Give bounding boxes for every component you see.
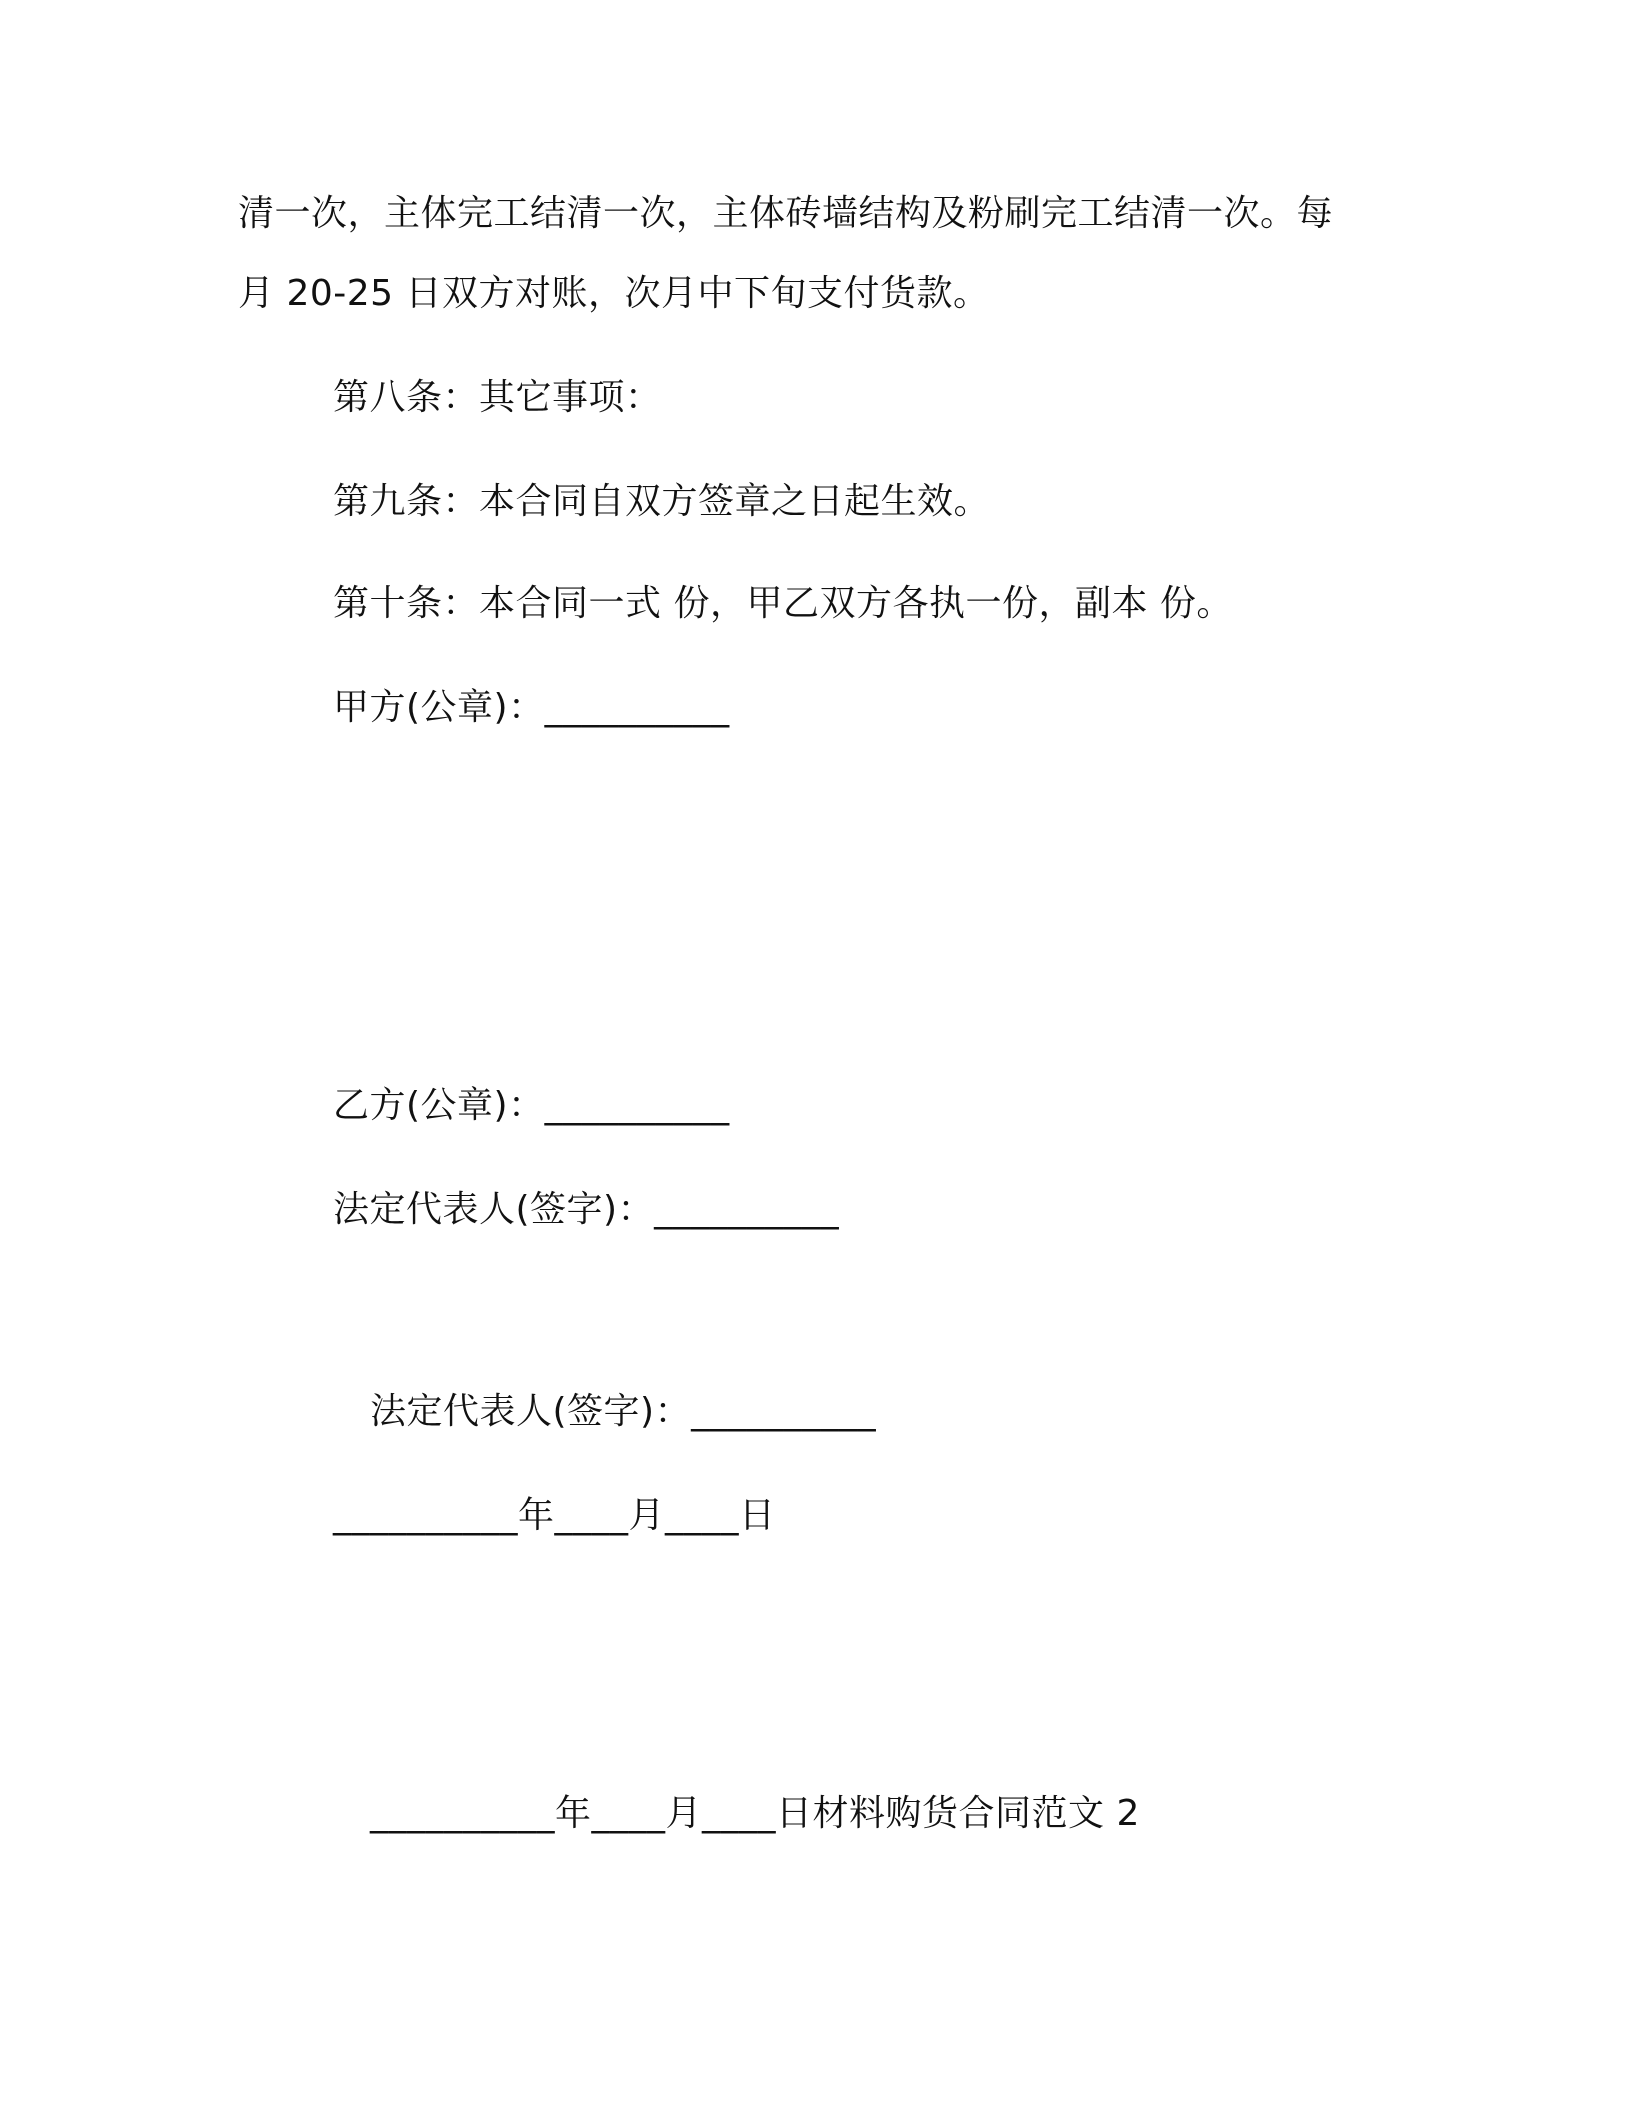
next-section-title: __________年____月____日材料购货合同范文 2 [370,1793,1140,1834]
legal-representative-1: 法定代表人(签字)：__________ [333,1189,840,1230]
article-9: 第九条：本合同自双方签章之日起生效。 [333,481,991,522]
legal-representative-2: 法定代表人(签字)：__________ [370,1391,877,1432]
party-b-seal: 乙方(公章)：__________ [333,1085,730,1126]
paragraph-line-2: 月 20-25 日双方对账，次月中下旬支付货款。 [238,273,990,314]
date-line: __________年____月____日 [333,1495,776,1536]
party-a-seal: 甲方(公章)：__________ [333,687,730,728]
paragraph-line-1: 清一次，主体完工结清一次，主体砖墙结构及粉刷完工结清一次。每 [238,193,1334,234]
article-10: 第十条：本合同一式 份，甲乙双方各执一份，副本 份。 [333,583,1233,624]
article-8: 第八条：其它事项： [333,377,662,418]
